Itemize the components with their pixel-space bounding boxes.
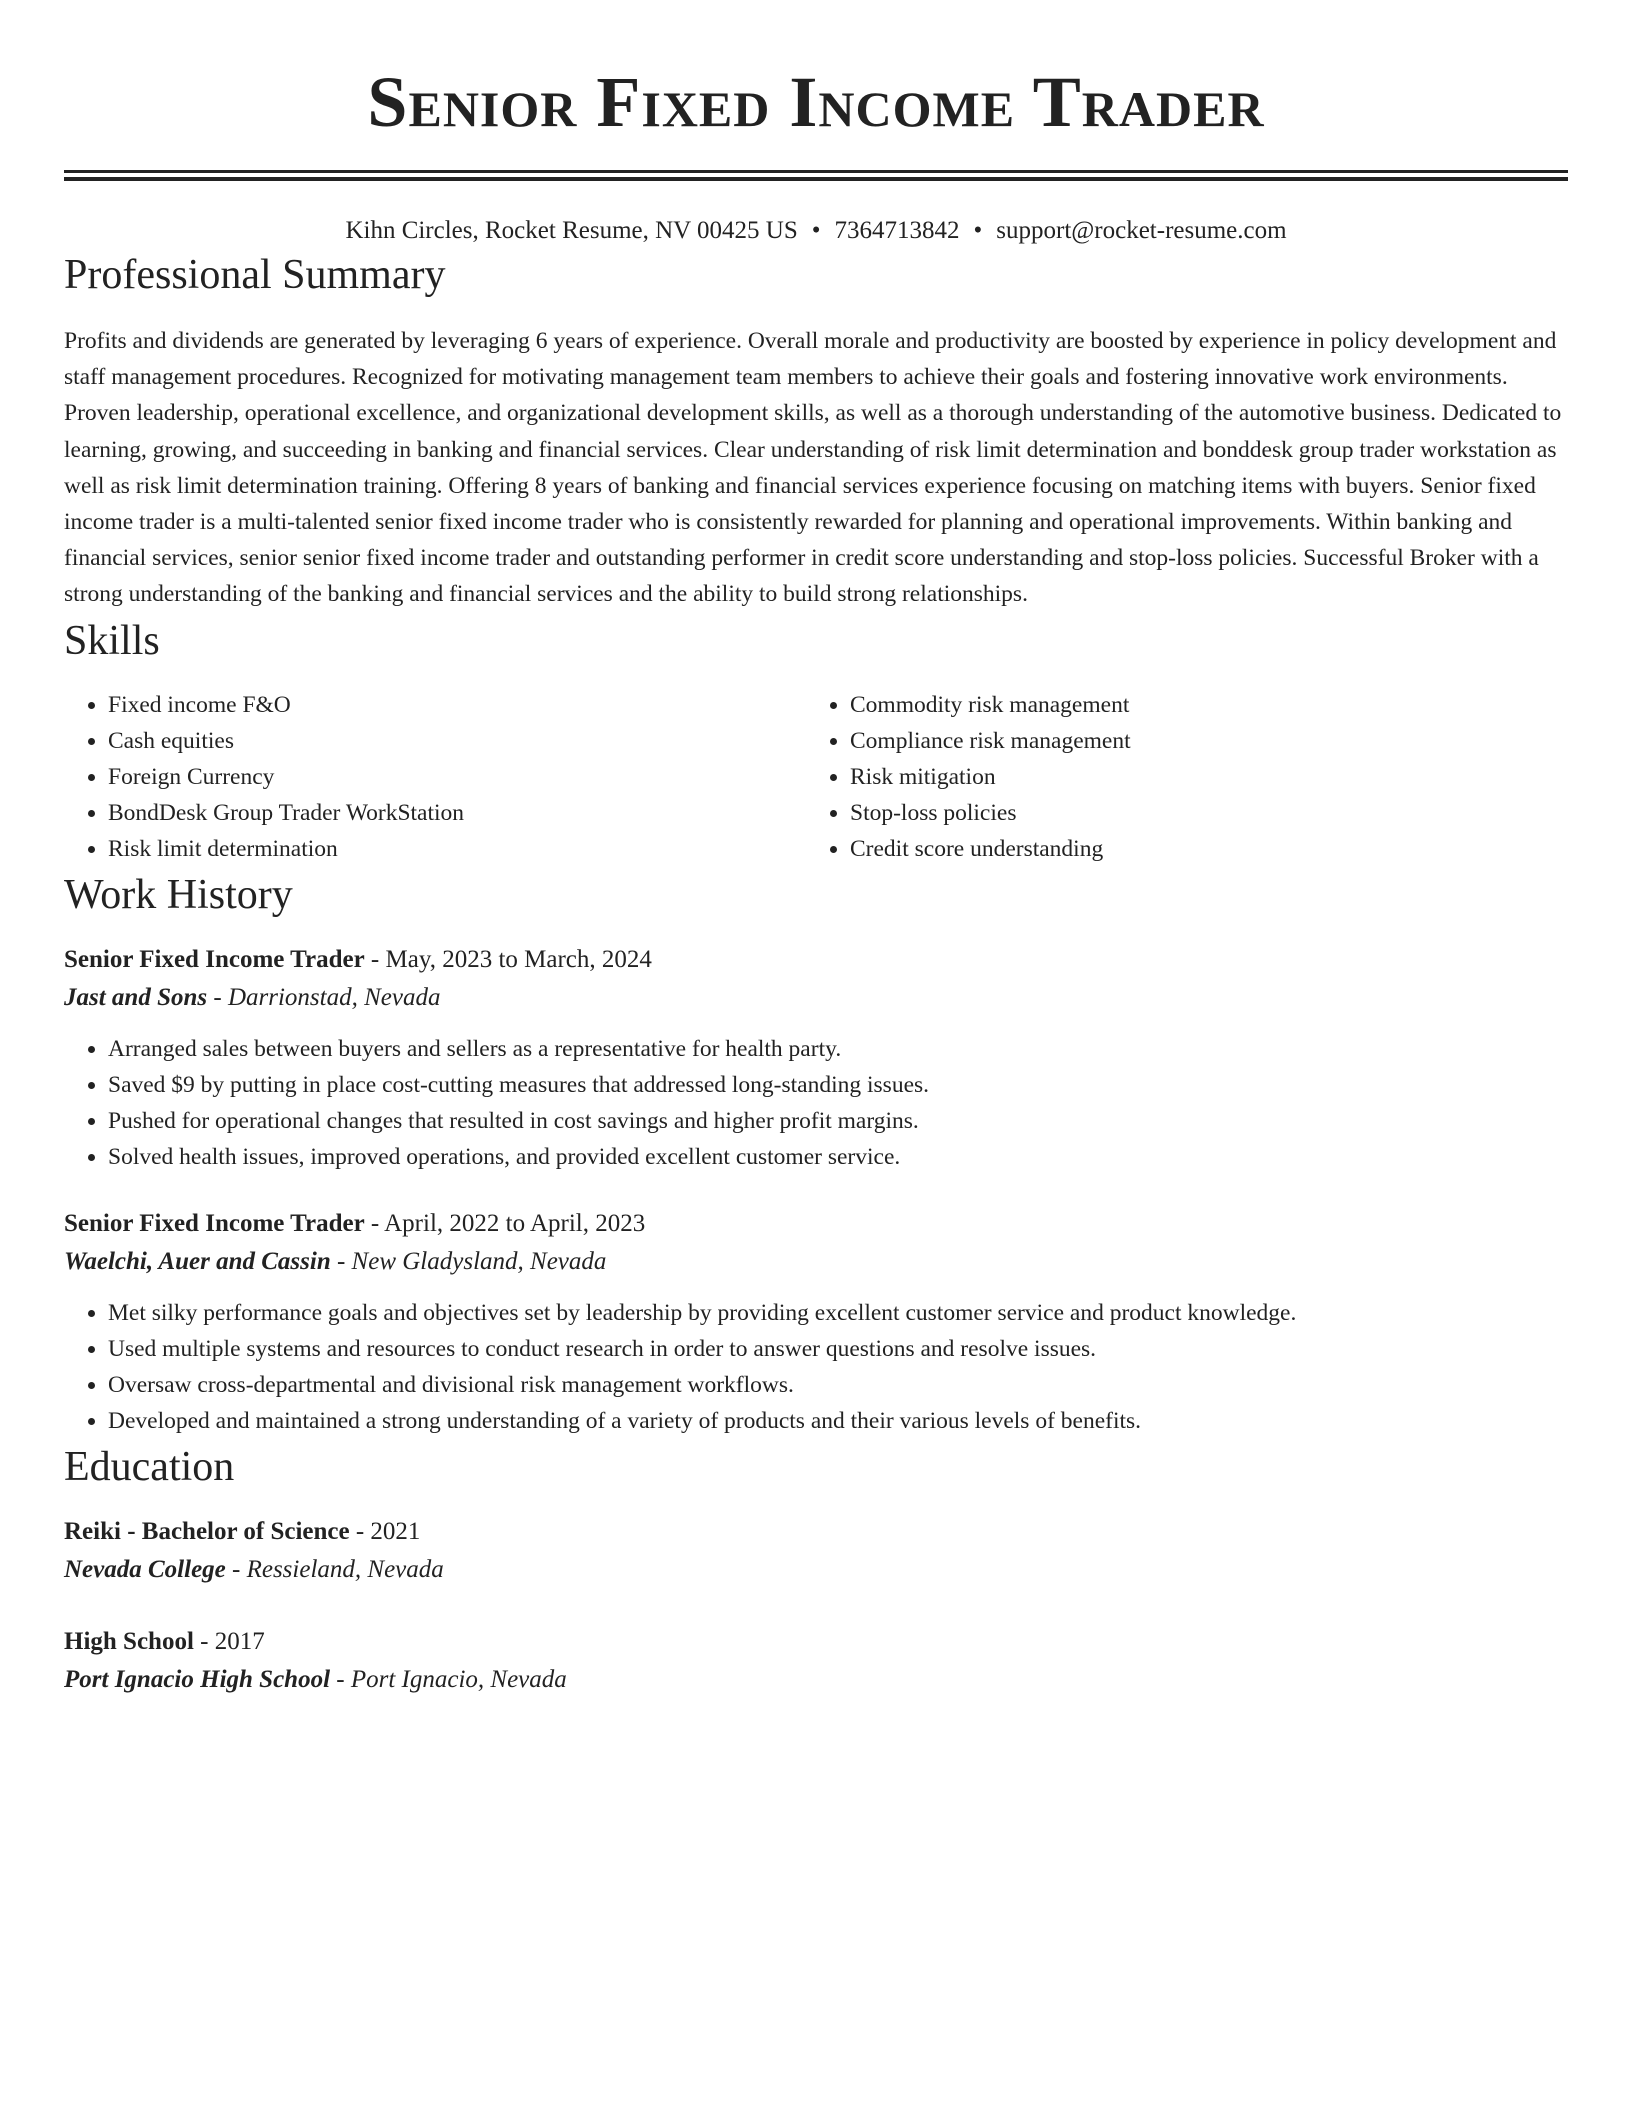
job-heading xyxy=(64,941,1568,979)
header-divider xyxy=(64,170,1568,181)
education-degree: Reiki - Bachelor of Science xyxy=(64,1517,350,1545)
job-location: - Darrionstad, Nevada xyxy=(213,983,441,1011)
skill-item: • Commodity risk management xyxy=(850,687,1548,723)
education-heading xyxy=(64,1513,1568,1551)
contact-email: support@rocket-resume.com xyxy=(996,217,1287,244)
education-heading xyxy=(64,1623,1568,1661)
job-bullet: • Pushed for operational changes that resulted in cost savings and higher profit margins. xyxy=(108,1103,1568,1139)
section-title-summary: Professional Summary xyxy=(64,252,446,298)
education-year: - 2017 xyxy=(200,1627,265,1655)
contact-address: Kihn Circles, Rocket Resume, NV 00425 US xyxy=(345,217,798,244)
contact-separator: • xyxy=(973,217,983,244)
job-company: Waelchi, Auer and Cassin xyxy=(64,1247,331,1275)
education-location: - Ressieland, Nevada xyxy=(232,1555,444,1583)
job-bullet: • Met silky performance goals and objectives set by leadership by providing excellent customer service and product knowledge. xyxy=(108,1295,1568,1331)
job-employer xyxy=(64,1243,1568,1281)
skill-item: • Stop-loss policies xyxy=(850,795,1548,831)
job-location: - New Gladysland, Nevada xyxy=(336,1247,607,1275)
skill-item: • Fixed income F&O xyxy=(108,687,806,723)
education-entry xyxy=(64,1513,1568,1589)
job-bullet: • Saved $9 by putting in place cost-cutting measures that addressed long-standing issues. xyxy=(108,1067,1568,1103)
job-bullet: • Arranged sales between buyers and sellers as a representative for health party. xyxy=(108,1031,1568,1067)
summary-text: Profits and dividends are generated by leveraging 6 years of experience. Overall morale and productivity are boosted by experience in policy development and staff management procedures. Recognized for motivating management team members to achieve their goals and fostering innovative work environments. Proven leadership, operational excellence, and organizational development skills, as well as a thorough understanding of the automotive business. Dedicated to learning, growing, and succeeding in banking and financial services. Clear understanding of risk limit determination and bonddesk group trader workstation as well as risk limit determination training. Offering 8 years of banking and financial services experience focusing on matching items with buyers. Senior fixed income trader is a multi-talented senior fixed income trader who is consistently rewarded for planning and operational improvements. Within banking and financial services, senior senior fixed income trader and outstanding performer in credit score understanding and stop-loss policies. Successful Broker with a strong understanding of the banking and financial services and the ability to build strong relationships. xyxy=(64,328,1562,608)
skill-item: • Risk limit determination xyxy=(108,831,806,867)
skills-column-left xyxy=(64,687,806,867)
job-bullet: • Solved health issues, improved operations, and provided excellent customer service. xyxy=(108,1139,1568,1175)
job-title: Senior Fixed Income Trader xyxy=(64,1209,365,1237)
contact-phone: 7364713842 xyxy=(834,217,960,244)
candidate-name: Senior Fixed Income Trader xyxy=(367,62,1265,142)
job-bullet: • Oversaw cross-departmental and divisional risk management workflows. xyxy=(108,1367,1568,1403)
job-bullet: • Developed and maintained a strong understanding of a variety of products and their various levels of benefits. xyxy=(108,1403,1568,1439)
job-heading xyxy=(64,1205,1568,1243)
skill-item: • Foreign Currency xyxy=(108,759,806,795)
skill-item: • Risk mitigation xyxy=(850,759,1548,795)
skill-item: • Compliance risk management xyxy=(850,723,1548,759)
education-entry xyxy=(64,1623,1568,1699)
education-school: Nevada College xyxy=(64,1555,226,1583)
section-title-skills: Skills xyxy=(64,617,160,664)
skill-item: • Credit score understanding xyxy=(850,831,1548,867)
skill-item: • BondDesk Group Trader WorkStation xyxy=(108,795,806,831)
education-school: Port Ignacio High School xyxy=(64,1665,331,1693)
section-title-work-history: Work History xyxy=(64,871,293,918)
job-entry xyxy=(64,1205,1568,1439)
job-bullet: • Used multiple systems and resources to conduct research in order to answer questions and resolve issues. xyxy=(108,1331,1568,1367)
education-year: - 2021 xyxy=(355,1517,421,1545)
contact-separator: • xyxy=(811,217,821,244)
education-location: - Port Ignacio, Nevada xyxy=(336,1665,567,1693)
job-title: Senior Fixed Income Trader xyxy=(64,945,365,973)
education-institution xyxy=(64,1661,1568,1699)
job-bullets xyxy=(64,1031,1568,1175)
job-entry xyxy=(64,941,1568,1175)
skills-column-right xyxy=(806,687,1548,867)
job-employer xyxy=(64,979,1568,1017)
education-degree: High School xyxy=(64,1627,194,1655)
contact-line xyxy=(64,215,1568,247)
education-institution xyxy=(64,1551,1568,1589)
job-dates: - April, 2022 to April, 2023 xyxy=(370,1209,646,1237)
skills-list xyxy=(64,687,1568,867)
job-bullets xyxy=(64,1295,1568,1439)
skill-item: • Cash equities xyxy=(108,723,806,759)
job-company: Jast and Sons xyxy=(64,983,208,1011)
section-title-education: Education xyxy=(64,1443,235,1490)
job-dates: - May, 2023 to March, 2024 xyxy=(370,945,652,973)
